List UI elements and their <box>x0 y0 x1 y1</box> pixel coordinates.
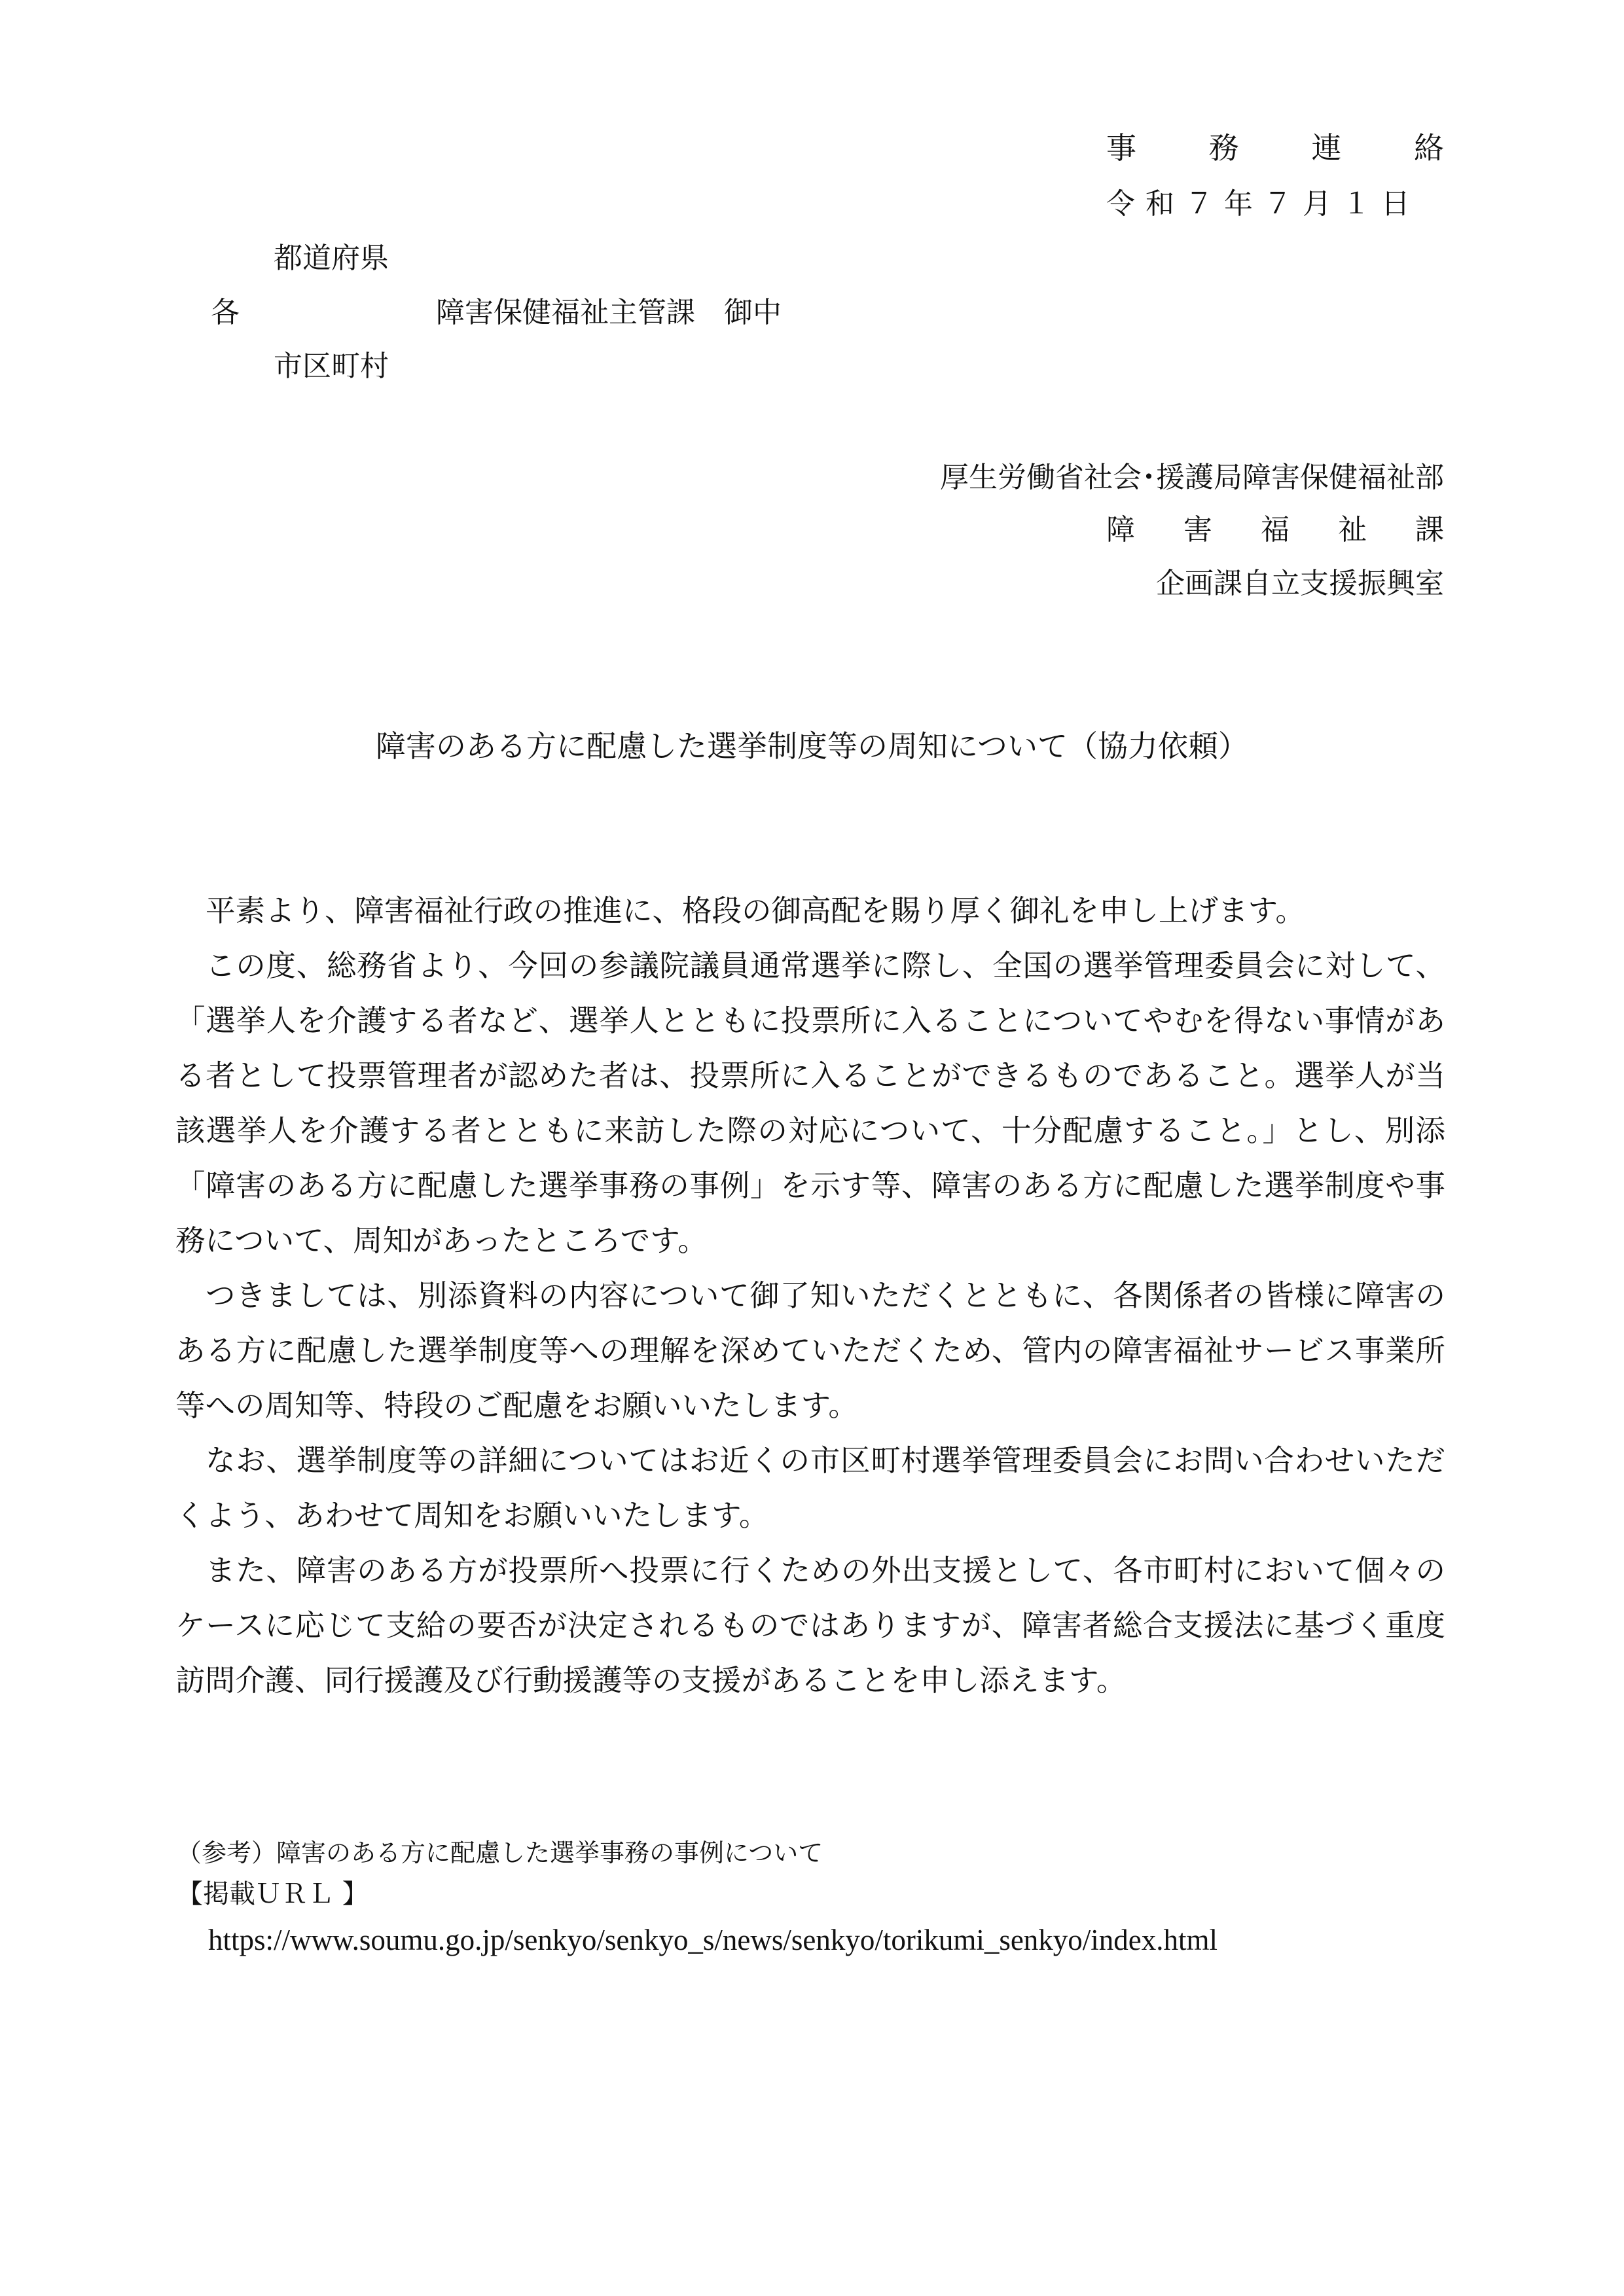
body-paragraph: 平素より、障害福祉行政の推進に、格段の御高配を賜り厚く御礼を申し上げます。 <box>206 893 1305 928</box>
body-paragraph: この度、総務省より、今回の参議院議員通常選挙に際し、全国の選挙管理委員会に対して、「選挙人を介護する者など、選挙人とともに投票所に入ることについてやむを得ない事情がある者として投票管理者が認めた者は、投票所に入ることができるものであること。選挙人が当該選挙人を介護する者とともに来訪した際の対応について、十分配慮すること。」とし、別添「障害のある方に配慮した選挙事務の事例」を示す等、障害のある方に配慮した選挙制度や事務について、周知があったところです。 <box>175 948 1445 1258</box>
addressee-line-top: 都道府県 <box>274 242 389 275</box>
sender-section-char: 福 <box>1261 513 1290 547</box>
sender-section-char: 祉 <box>1338 513 1367 547</box>
addressee-line-bottom: 市区町村 <box>274 350 389 383</box>
reference-url-link[interactable]: https://www.soumu.go.jp/senkyo/senkyo_s/news/senkyo/torikumi_senkyo/index.html <box>208 1924 1218 1956</box>
document-type-char: 絡 <box>1413 130 1444 166</box>
document-type-char: 事 <box>1106 130 1136 166</box>
document-subject: 障害のある方に配慮した選挙制度等の周知について（協力依頼） <box>375 728 1249 764</box>
document-type-char: 務 <box>1208 130 1239 166</box>
sender-office: 企画課自立支援振興室 <box>1156 567 1444 600</box>
body-paragraph: つきましては、別添資料の内容について御了知いただくとともに、各関係者の皆様に障害のある方に配慮した選挙制度等への理解を深めていただくため、管内の障害福祉サービス事業所等への周知等、特段のご配慮をお願いいたします。 <box>175 1278 1445 1423</box>
document-type-char: 連 <box>1311 130 1342 166</box>
reference-url-label: 【掲載ＵＲＬ 】 <box>177 1879 369 1909</box>
sender-department: 厚生労働省社会･援護局障害保健福祉部 <box>940 461 1444 494</box>
body-paragraph: また、障害のある方が投票所へ投票に行くための外出支援として、各市町村において個々のケースに応じて支給の要否が決定されるものではありますが、障害者総合支援法に基づく重度訪問介護、同行援護及び行動援護等の支援があることを申し添えます。 <box>175 1553 1445 1698</box>
issue-date: 令和７年７月１日 <box>1106 187 1420 221</box>
document-type-label <box>1106 128 1444 168</box>
sender-section-char: 障 <box>1106 513 1135 547</box>
body-paragraph: なお、選挙制度等の詳細についてはお近くの市区町村選挙管理委員会にお問い合わせいただくよう、あわせて周知をお願いいたします。 <box>175 1443 1445 1533</box>
sender-section <box>1106 511 1444 550</box>
sender-section-char: 課 <box>1415 513 1444 547</box>
document-body <box>175 884 1445 1708</box>
sender-section-char: 害 <box>1183 513 1212 547</box>
reference-title: （参考）障害のある方に配慮した選挙事務の事例について <box>177 1839 823 1867</box>
addressee-prefix: 各 <box>211 296 240 329</box>
addressee-department: 障害保健福祉主管課 御中 <box>436 296 782 329</box>
